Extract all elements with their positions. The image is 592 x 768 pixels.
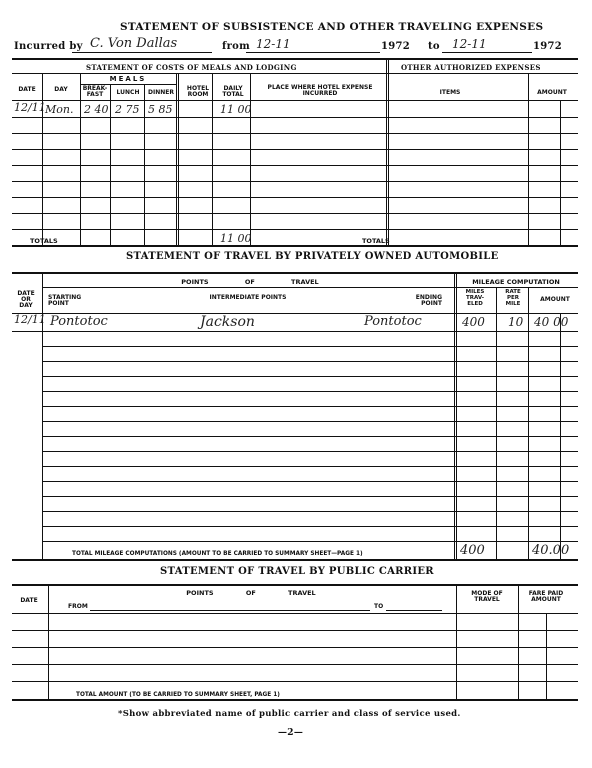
meals-totals-label: TOTALS (30, 237, 58, 245)
col-daily-total: DAILY TOTAL (222, 85, 244, 98)
public-total-label: TOTAL AMOUNT (TO BE CARRIED TO SUMMARY SHEET, PAGE 1) (76, 692, 280, 698)
col-place: PLACE WHERE HOTEL EXPENSE INCURRED (267, 84, 373, 97)
meals-section-title: STATEMENT OF COSTS OF MEALS AND LODGING (86, 63, 297, 72)
mileage-label: MILEAGE COMPUTATION (472, 278, 560, 286)
auto-row-intermediate: Jackson (200, 314, 255, 330)
page-number: —2— (278, 728, 304, 738)
auto-total-amount: 40.00 (532, 543, 570, 558)
from-label: from (222, 41, 251, 52)
col-date: DATE (18, 86, 36, 93)
auto-row-start: Pontotoc (50, 314, 108, 329)
col-breakfast: BREAK-FAST (82, 85, 108, 98)
public-from-label: FROM (68, 603, 88, 610)
form-title: STATEMENT OF SUBSISTENCE AND OTHER TRAVELING EXPENSES (120, 21, 544, 33)
auto-points-label: POINTS OF TRAVEL (181, 278, 319, 286)
auto-row-amount: 40 00 (534, 315, 569, 329)
public-mode-label: MODE OF TRAVEL (471, 590, 503, 603)
col-amount: AMOUNT (537, 89, 567, 96)
footnote: *Show abbreviated name of public carrier and class of service used. (118, 709, 461, 719)
auto-total-miles: 400 (460, 543, 485, 558)
auto-col-intermediate: INTERMEDIATE POINTS (209, 294, 287, 301)
col-items: ITEMS (439, 89, 461, 96)
from-date: 12-11 (256, 37, 291, 51)
auto-row-rate: 10 (508, 315, 524, 329)
meals-totals-label-right: TOTALS (362, 237, 390, 245)
auto-row-end: Pontotoc (364, 314, 422, 329)
auto-col-end: ENDING POINT (415, 294, 442, 307)
year1: 1972 (381, 41, 411, 52)
public-points-label: POINTS OF TRAVEL (186, 589, 316, 597)
meal-row-date: 12/11 (14, 101, 46, 114)
col-day: DAY (54, 86, 68, 93)
auto-col-date: DATE OR DAY (17, 290, 35, 309)
auto-section-title: STATEMENT OF TRAVEL BY PRIVATELY OWNED AUTOMOBILE (126, 251, 499, 262)
incurred-name: C. Von Dallas (90, 36, 178, 51)
meal-row-lunch: 2 75 (115, 103, 140, 116)
col-dinner: DINNER (148, 89, 174, 96)
auto-row-miles: 400 (462, 315, 485, 329)
col-hotel-room: HOTEL ROOM (186, 85, 210, 98)
auto-col-amount: AMOUNT (540, 296, 570, 303)
meals-total-value: 11 00 (220, 232, 252, 245)
auto-col-start: STARTING POINT (48, 294, 82, 307)
to-label: to (428, 41, 440, 52)
meals-label: MEALS (109, 75, 147, 83)
to-date: 12-11 (452, 37, 487, 51)
meal-row-daily-total: 11 00 (220, 103, 252, 116)
public-date-label: DATE (20, 597, 38, 604)
meal-row-breakfast: 2 40 (84, 103, 109, 116)
auto-col-miles: MILES TRAV-ELED (465, 289, 485, 307)
auto-total-label: TOTAL MILEAGE COMPUTATIONS (AMOUNT TO BE CARRIED TO SUMMARY SHEET—PAGE 1) (72, 551, 363, 557)
public-fare-label: FARE PAID AMOUNT (528, 590, 564, 603)
auto-col-rate: RATE PER MILE (505, 289, 521, 307)
other-expenses-title: OTHER AUTHORIZED EXPENSES (401, 63, 541, 72)
public-section-title: STATEMENT OF TRAVEL BY PUBLIC CARRIER (160, 566, 434, 577)
incurred-label: Incurred by (14, 41, 83, 52)
auto-row-date: 12/11 (14, 313, 46, 326)
year2: 1972 (533, 41, 563, 52)
meal-row-day: Mon. (45, 103, 74, 116)
public-to-label: TO (374, 603, 384, 610)
col-lunch: LUNCH (116, 89, 140, 96)
meal-row-dinner: 5 85 (148, 103, 173, 116)
